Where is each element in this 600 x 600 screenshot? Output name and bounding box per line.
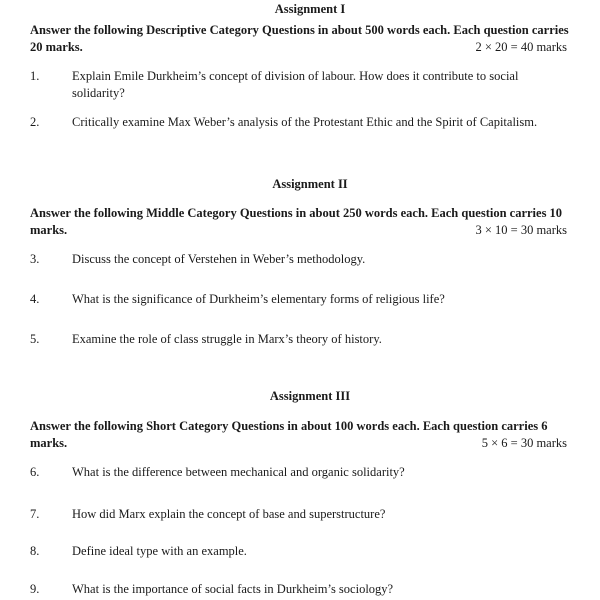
question-number: 3. (30, 252, 40, 266)
question-number: 5. (30, 332, 40, 346)
section-title: Assignment III (269, 389, 351, 403)
marks: 3 × 10 = 30 marks (475, 223, 567, 237)
question-text: solidarity? (72, 86, 125, 100)
question-number: 4. (30, 292, 40, 306)
marks: 5 × 6 = 30 marks (481, 436, 567, 450)
question-text: Discuss the concept of Verstehen in Weber’s methodology. (72, 252, 366, 266)
question-number: 7. (30, 507, 40, 521)
marks: 2 × 20 = 40 marks (475, 40, 567, 54)
section-title: Assignment II (272, 177, 348, 191)
question-text: What is the importance of social facts in Durkheim’s sociology? (72, 582, 394, 596)
question-number: 2. (30, 115, 40, 129)
question-text: What is the significance of Durkheim’s elementary forms of religious life? (72, 292, 445, 306)
instruction: marks. (30, 223, 68, 237)
section-title: Assignment I (274, 2, 346, 16)
instruction: Answer the following Short Category Questions in about 100 words each. Each question carries 6 (30, 419, 548, 433)
instruction: Answer the following Descriptive Category Questions in about 500 words each. Each question carries (30, 23, 569, 37)
instruction: Answer the following Middle Category Questions in about 250 words each. Each question carries 10 (30, 206, 563, 220)
question-text: What is the difference between mechanical and organic solidarity? (72, 465, 405, 479)
question-text: Define ideal type with an example. (72, 544, 247, 558)
instruction: 20 marks. (30, 40, 83, 54)
question-number: 9. (30, 582, 40, 596)
question-number: 1. (30, 69, 40, 83)
question-text: Examine the role of class struggle in Marx’s theory of history. (72, 332, 382, 346)
question-text: Explain Emile Durkheim’s concept of division of labour. How does it contribute to social (72, 69, 519, 83)
question-number: 8. (30, 544, 40, 558)
question-text: Critically examine Max Weber’s analysis of the Protestant Ethic and the Spirit of Capitalism. (72, 115, 538, 129)
question-number: 6. (30, 465, 40, 479)
question-text: How did Marx explain the concept of base and superstructure? (72, 507, 386, 521)
instruction: marks. (30, 436, 68, 450)
